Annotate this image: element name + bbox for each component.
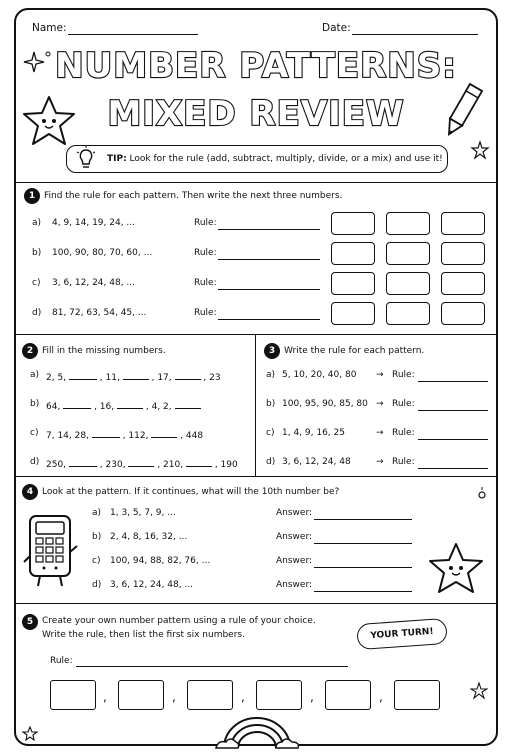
- row-letter: d): [92, 580, 102, 590]
- pattern-text: 2, 5,: [46, 373, 67, 383]
- star-character-icon: [424, 540, 488, 598]
- pattern-text: 4, 9, 14, 19, 24, ...: [52, 218, 135, 228]
- answer-box[interactable]: [325, 680, 371, 710]
- tip-label: TIP:: [107, 154, 127, 164]
- answer-box[interactable]: [441, 212, 485, 235]
- your-turn-badge: YOUR TURN!: [356, 618, 448, 650]
- row-letter: c): [30, 428, 39, 438]
- answer-box[interactable]: [386, 242, 430, 265]
- rule-label: Rule:: [194, 218, 217, 228]
- fill-in-row: [46, 370, 221, 383]
- fill-in-row: [46, 399, 201, 412]
- blank-line[interactable]: [186, 457, 212, 467]
- pattern-text: , 448: [180, 431, 204, 441]
- answer-box[interactable]: [441, 272, 485, 295]
- row-letter: b): [32, 248, 42, 258]
- date-label: Date:: [322, 22, 351, 34]
- sparkle-icon: [474, 486, 490, 502]
- pattern-text: , 112,: [122, 431, 149, 441]
- divider: [255, 334, 256, 476]
- pattern-text: , 230,: [99, 460, 126, 470]
- answer-box[interactable]: [386, 302, 430, 325]
- arrow-icon: →: [376, 428, 384, 438]
- row-letter: a): [92, 508, 102, 518]
- divider: [15, 603, 497, 604]
- pattern-text: , 210,: [157, 460, 184, 470]
- section-4-instruction: Look at the pattern. If it continues, what will the 10th number be?: [42, 487, 340, 497]
- pattern-text: , 16,: [94, 402, 115, 412]
- answer-box[interactable]: [256, 680, 302, 710]
- small-star-icon: [470, 682, 488, 700]
- section-2-badge: 2: [22, 343, 38, 359]
- title-line-2: MIXED REVIEW: [107, 94, 405, 134]
- answer-box[interactable]: [331, 242, 375, 265]
- arrow-icon: →: [376, 457, 384, 467]
- star-character-icon: [20, 94, 78, 148]
- blank-line[interactable]: [123, 370, 149, 380]
- pattern-text: 7, 14, 28,: [46, 431, 89, 441]
- row-letter: c): [92, 556, 101, 566]
- section-3-instruction: Write the rule for each pattern.: [284, 346, 425, 356]
- answer-label: Answer:: [276, 532, 313, 542]
- rule-line[interactable]: [218, 229, 320, 230]
- pattern-text: 250,: [46, 460, 67, 470]
- answer-box[interactable]: [331, 212, 375, 235]
- pattern-text: 2, 4, 8, 16, 32, ...: [110, 532, 188, 542]
- fill-in-row: [46, 428, 203, 441]
- pattern-text: 100, 90, 80, 70, 60, ...: [52, 248, 153, 258]
- section-3-badge: 3: [264, 343, 280, 359]
- answer-box[interactable]: [441, 302, 485, 325]
- rule-label: Rule:: [392, 428, 415, 438]
- rule-line[interactable]: [218, 319, 320, 320]
- section-1-instruction: Find the rule for each pattern. Then write the next three numbers.: [44, 191, 343, 201]
- answer-label: Answer:: [276, 580, 313, 590]
- blank-line[interactable]: [63, 399, 91, 409]
- section-1-badge: 1: [24, 188, 40, 204]
- pattern-text: , 11,: [99, 373, 120, 383]
- row-letter: b): [266, 399, 276, 409]
- answer-line[interactable]: [314, 543, 412, 544]
- blank-line[interactable]: [175, 399, 201, 409]
- row-letter: d): [32, 308, 42, 318]
- lightbulb-icon: [74, 146, 98, 172]
- pattern-text: 3, 6, 12, 24, 48: [282, 457, 351, 467]
- section-5-rule-line[interactable]: [76, 666, 348, 667]
- pattern-text: 100, 95, 90, 85, 80: [282, 399, 368, 409]
- rule-line[interactable]: [418, 468, 488, 469]
- answer-line[interactable]: [314, 567, 412, 568]
- small-star-icon: [470, 140, 490, 160]
- pattern-text: 3, 6, 12, 24, 48, ...: [52, 278, 135, 288]
- comma: ,: [241, 690, 245, 704]
- calculator-character-icon: [22, 512, 80, 592]
- rule-line[interactable]: [418, 439, 488, 440]
- row-letter: d): [266, 457, 276, 467]
- arrow-icon: →: [376, 370, 384, 380]
- rule-label: Rule:: [392, 457, 415, 467]
- answer-line[interactable]: [314, 519, 412, 520]
- comma: ,: [310, 690, 314, 704]
- blank-line[interactable]: [175, 370, 201, 380]
- answer-label: Answer:: [276, 508, 313, 518]
- section-2-instruction: Fill in the missing numbers.: [42, 346, 166, 356]
- row-letter: b): [30, 399, 40, 409]
- comma: ,: [172, 690, 176, 704]
- name-label: Name:: [32, 22, 67, 34]
- blank-line[interactable]: [117, 399, 143, 409]
- section-5-rule-label: Rule:: [50, 656, 73, 666]
- comma: ,: [103, 690, 107, 704]
- answer-box[interactable]: [331, 272, 375, 295]
- arrow-icon: →: [376, 399, 384, 409]
- title-line-1: NUMBER PATTERNS:: [55, 46, 457, 86]
- answer-box[interactable]: [187, 680, 233, 710]
- section-5-badge: 5: [22, 614, 38, 630]
- rule-line[interactable]: [418, 381, 488, 382]
- row-letter: c): [266, 428, 275, 438]
- divider: [15, 334, 497, 335]
- rule-label: Rule:: [194, 308, 217, 318]
- rule-label: Rule:: [194, 248, 217, 258]
- row-letter: c): [32, 278, 41, 288]
- rule-label: Rule:: [194, 278, 217, 288]
- pattern-text: 64,: [46, 402, 61, 412]
- divider: [15, 476, 497, 477]
- small-star-icon: [22, 726, 38, 742]
- rainbow-icon: [214, 710, 300, 750]
- pattern-text: , 4, 2,: [145, 402, 172, 412]
- name-line[interactable]: [68, 34, 198, 35]
- pattern-text: 81, 72, 63, 54, 45, ...: [52, 308, 147, 318]
- answer-box[interactable]: [118, 680, 164, 710]
- row-letter: d): [30, 457, 40, 467]
- tip-text: Look for the rule (add, subtract, multiply, divide, or a mix) and use it!: [126, 154, 443, 164]
- blank-line[interactable]: [92, 428, 120, 438]
- pattern-text: , 17,: [151, 373, 172, 383]
- row-letter: a): [30, 370, 40, 380]
- row-letter: a): [32, 218, 42, 228]
- answer-box[interactable]: [394, 680, 440, 710]
- blank-line[interactable]: [69, 370, 97, 380]
- answer-box[interactable]: [331, 302, 375, 325]
- section-5-instruction-2: Write the rule, then list the first six numbers.: [42, 630, 245, 640]
- pattern-text: , 23: [203, 373, 221, 383]
- pattern-text: , 190: [214, 460, 238, 470]
- answer-label: Answer:: [276, 556, 313, 566]
- pattern-text: 100, 94, 88, 82, 76, ...: [110, 556, 211, 566]
- date-line[interactable]: [352, 34, 478, 35]
- pattern-text: 3, 6, 12, 24, 48, ...: [110, 580, 193, 590]
- comma: ,: [379, 690, 383, 704]
- pencil-icon: [440, 78, 486, 142]
- section-4-badge: 4: [22, 484, 38, 500]
- pattern-text: 1, 3, 5, 7, 9, ...: [110, 508, 176, 518]
- answer-box[interactable]: [386, 272, 430, 295]
- blank-line[interactable]: [128, 457, 154, 467]
- pattern-text: 5, 10, 20, 40, 80: [282, 370, 357, 380]
- rule-line[interactable]: [418, 410, 488, 411]
- answer-line[interactable]: [314, 591, 412, 592]
- tip-box: [66, 145, 448, 173]
- answer-box[interactable]: [441, 242, 485, 265]
- rule-line[interactable]: [218, 259, 320, 260]
- rule-line[interactable]: [218, 289, 320, 290]
- fill-in-row: [46, 457, 238, 470]
- rule-label: Rule:: [392, 399, 415, 409]
- pattern-text: 1, 4, 9, 16, 25: [282, 428, 345, 438]
- sparkle-icon: [22, 48, 52, 76]
- blank-line[interactable]: [69, 457, 97, 467]
- row-letter: a): [266, 370, 276, 380]
- answer-box[interactable]: [50, 680, 96, 710]
- row-letter: b): [92, 532, 102, 542]
- section-5-instruction-1: Create your own number pattern using a rule of your choice.: [42, 616, 316, 626]
- blank-line[interactable]: [151, 428, 177, 438]
- answer-box[interactable]: [386, 212, 430, 235]
- divider: [15, 182, 497, 183]
- rule-label: Rule:: [392, 370, 415, 380]
